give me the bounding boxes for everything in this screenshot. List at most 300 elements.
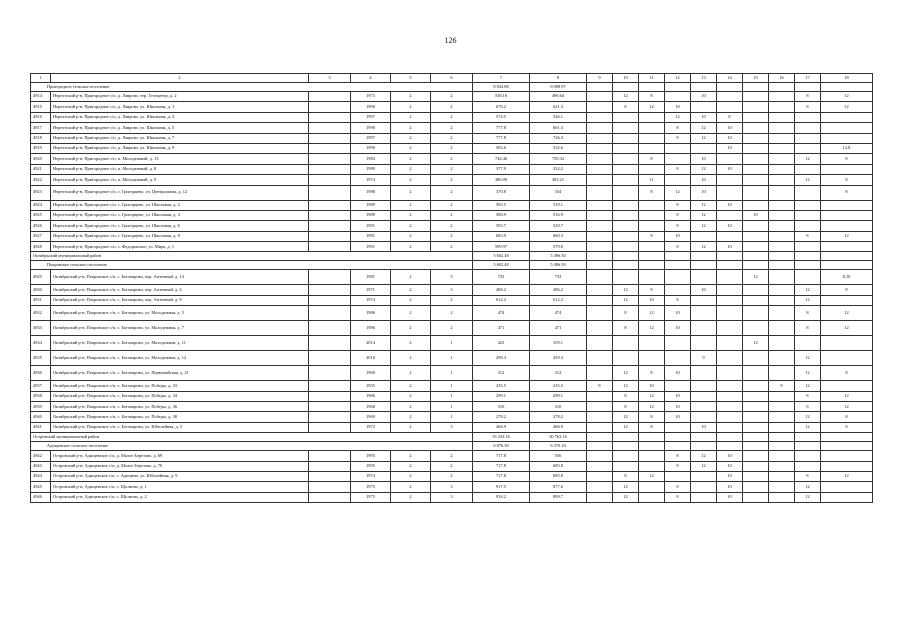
table-row (31, 306, 873, 321)
work-cell-14 (717, 210, 743, 220)
column-number: 10 (613, 74, 639, 83)
year-cell: 1995 (351, 451, 391, 461)
work-cell-11: 8 (639, 422, 665, 432)
work-cell-9 (587, 285, 613, 295)
work-cell-15 (743, 154, 769, 164)
work-cell-9 (587, 175, 613, 185)
empty-cell (309, 123, 351, 133)
row-number-cell: 4933 (31, 321, 51, 336)
work-cell-18: 8,10 (821, 270, 873, 285)
work-cell-17 (795, 123, 821, 133)
empty-cell (717, 442, 743, 451)
year-cell: 1990 (351, 143, 391, 153)
address-cell: Октябрьский р-н, Покровское с/п, с. Боговарово, ул. Молодежная, д. 7 (51, 321, 309, 336)
work-cell-11 (639, 482, 665, 492)
living-area-cell: 579.8 (530, 242, 587, 252)
empty-cell (309, 185, 351, 200)
work-cell-16 (769, 231, 795, 241)
table-row (31, 336, 873, 351)
total-area-cell: 612.2 (473, 295, 530, 305)
work-cell-14 (717, 285, 743, 295)
living-area-cell: 299.1 (530, 391, 587, 401)
address-cell: Октябрьский р-н, Покровское с/п, с. Боговарово, ул. Первомайская, д. 21 (51, 366, 309, 381)
work-cell-14: 10 (717, 451, 743, 461)
row-number-cell: 4938 (31, 391, 51, 401)
year-cell: 1988 (351, 185, 391, 200)
work-cell-15 (743, 366, 769, 381)
work-cell-12: 10 (665, 412, 691, 422)
work-cell-11 (639, 351, 665, 366)
section-label: Октябрьский муниципальный район (31, 252, 473, 261)
work-cell-9 (587, 200, 613, 210)
table-row (31, 242, 873, 252)
work-cell-10 (613, 112, 639, 122)
row-number-cell: 4926 (31, 221, 51, 231)
table-row (31, 143, 873, 153)
table-row (31, 412, 873, 422)
work-cell-18 (821, 461, 873, 471)
empty-cell (691, 261, 717, 270)
work-cell-13 (691, 366, 717, 381)
work-cell-16 (769, 270, 795, 285)
work-cell-13: 12 (691, 200, 717, 210)
work-cell-13 (691, 231, 717, 241)
work-cell-11: 8 (639, 154, 665, 164)
table-row (31, 492, 873, 502)
work-cell-10: 8 (613, 391, 639, 401)
row-number-cell: 4931 (31, 295, 51, 305)
row-number-cell: 4916 (31, 112, 51, 122)
work-cell-10: 12 (613, 295, 639, 305)
living-area-cell: 383.21 (530, 175, 587, 185)
work-cell-17 (795, 133, 821, 143)
row-number-cell: 4944 (31, 471, 51, 481)
work-cell-16 (769, 482, 795, 492)
work-cell-18: 12 (821, 471, 873, 481)
work-cell-14 (717, 422, 743, 432)
empty-cell (665, 442, 691, 451)
work-cell-17 (795, 461, 821, 471)
empty-cell (795, 442, 821, 451)
work-cell-16 (769, 306, 795, 321)
work-cell-17: 12 (795, 351, 821, 366)
floors-cell: 2 (391, 133, 431, 143)
total-area-cell: 717.8 (473, 451, 530, 461)
floors-cell: 2 (391, 306, 431, 321)
column-number: 15 (743, 74, 769, 83)
column-number: 1 (31, 74, 51, 83)
address-cell: Октябрьский р-н, Покровское с/п, с. Боговарово, пер. Аптечный, д. 9 (51, 295, 309, 305)
work-cell-12: 10 (665, 306, 691, 321)
empty-cell (309, 422, 351, 432)
floors-cell: 2 (391, 164, 431, 174)
work-cell-14: 8 (717, 112, 743, 122)
total-area-cell: 312 (473, 366, 530, 381)
column-number: 7 (473, 74, 530, 83)
work-cell-16 (769, 164, 795, 174)
work-cell-13: 12 (691, 164, 717, 174)
work-cell-10 (613, 143, 639, 153)
empty-cell (309, 154, 351, 164)
total-area-cell: 310 (473, 402, 530, 412)
work-cell-14: 10 (717, 164, 743, 174)
work-cell-11: 12 (639, 391, 665, 401)
work-cell-9: 8 (587, 381, 613, 391)
work-cell-17 (795, 112, 821, 122)
empty-cell (309, 231, 351, 241)
work-cell-17 (795, 270, 821, 285)
row-number-cell: 4942 (31, 451, 51, 461)
table-row (31, 482, 873, 492)
row-number-cell: 4924 (31, 200, 51, 210)
work-cell-12: 10 (665, 391, 691, 401)
column-number: 6 (431, 74, 473, 83)
living-area-cell: 899.7 (530, 492, 587, 502)
empty-cell (309, 92, 351, 102)
work-cell-16 (769, 492, 795, 502)
floors-cell: 2 (391, 123, 431, 133)
living-area-cell: 5 496.50 (530, 261, 587, 270)
work-cell-12: 8 (665, 164, 691, 174)
work-cell-18: 12 (821, 391, 873, 401)
empty-cell (821, 442, 873, 451)
empty-cell (717, 261, 743, 270)
work-cell-18: 12 (821, 402, 873, 412)
work-cell-16 (769, 123, 795, 133)
table-row (31, 402, 873, 412)
total-area-cell: 6 876.30 (473, 442, 530, 451)
work-cell-11 (639, 200, 665, 210)
work-cell-15 (743, 295, 769, 305)
empty-cell (613, 83, 639, 92)
work-cell-16 (769, 175, 795, 185)
work-cell-13: 12 (691, 221, 717, 231)
work-cell-16 (769, 391, 795, 401)
row-number-cell: 4940 (31, 412, 51, 422)
work-cell-10: 12 (613, 285, 639, 295)
work-cell-13: 12 (691, 461, 717, 471)
work-cell-13 (691, 295, 717, 305)
work-cell-16 (769, 412, 795, 422)
living-area-cell: 471 (530, 321, 587, 336)
address-cell: Островский р-н, Адищевское с/п, с. Щолково, д. 2 (51, 492, 309, 502)
total-area-cell: 278.2 (473, 412, 530, 422)
total-area-cell: 377.9 (473, 164, 530, 174)
work-cell-14 (717, 412, 743, 422)
work-cell-18: 8 (821, 185, 873, 200)
floors-cell: 2 (391, 175, 431, 185)
empty-cell (665, 83, 691, 92)
empty-cell (309, 412, 351, 422)
work-cell-10 (613, 270, 639, 285)
work-cell-10: 12 (613, 381, 639, 391)
work-cell-14: 10 (717, 242, 743, 252)
address-cell: Нерехтский р-н, Пригородное с/п, д. Лаврово, ул. Школьная, д. 3 (51, 112, 309, 122)
floors-cell: 2 (391, 461, 431, 471)
living-area-cell: 739.32 (530, 154, 587, 164)
work-cell-12: 8 (665, 200, 691, 210)
year-cell: 1968 (351, 402, 391, 412)
work-cell-16 (769, 336, 795, 351)
empty-cell (309, 175, 351, 185)
floors-cell: 2 (391, 221, 431, 231)
work-cell-13 (691, 143, 717, 153)
work-cell-9 (587, 242, 613, 252)
living-area-cell: 459.3 (530, 351, 587, 366)
work-cell-17: 8 (795, 402, 821, 412)
work-cell-16 (769, 461, 795, 471)
empty-cell (639, 433, 665, 442)
work-cell-13: 10 (691, 154, 717, 164)
work-cell-14 (717, 102, 743, 112)
year-cell: 1991 (351, 242, 391, 252)
total-area-cell: 466.9 (473, 422, 530, 432)
row-number-cell: 4936 (31, 366, 51, 381)
work-cell-18 (821, 221, 873, 231)
row-number-cell: 4935 (31, 351, 51, 366)
entrances-cell: 2 (431, 92, 473, 102)
work-cell-12: 10 (665, 366, 691, 381)
work-cell-18: 12 (821, 102, 873, 112)
table-row (31, 92, 873, 102)
empty-cell (309, 321, 351, 336)
table-row (31, 175, 873, 185)
work-cell-17 (795, 336, 821, 351)
work-cell-11: 8 (639, 285, 665, 295)
total-area-cell: 580.9 (473, 210, 530, 220)
floors-cell: 2 (391, 102, 431, 112)
work-cell-15: 12 (743, 336, 769, 351)
living-area-cell: 312 (530, 366, 587, 381)
table-row (31, 321, 873, 336)
entrances-cell: 1 (431, 391, 473, 401)
work-cell-12 (665, 381, 691, 391)
district-row (31, 252, 873, 261)
work-cell-10 (613, 336, 639, 351)
empty-cell (821, 83, 873, 92)
work-cell-9 (587, 306, 613, 321)
work-cell-13: 10 (691, 175, 717, 185)
empty-cell (309, 285, 351, 295)
work-cell-17 (795, 210, 821, 220)
work-cell-18: 8 (821, 175, 873, 185)
floors-cell: 2 (391, 492, 431, 502)
column-number: 5 (391, 74, 431, 83)
year-cell: 1971 (351, 285, 391, 295)
year-cell: 1990 (351, 123, 391, 133)
work-cell-18: 8 (821, 154, 873, 164)
work-cell-17 (795, 451, 821, 461)
floors-cell: 2 (391, 295, 431, 305)
work-cell-17: 12 (795, 412, 821, 422)
work-cell-17: 12 (795, 295, 821, 305)
work-cell-12 (665, 270, 691, 285)
living-area-cell: 30 763.16 (530, 433, 587, 442)
column-number-row (31, 74, 873, 83)
empty-cell (795, 83, 821, 92)
floors-cell: 2 (391, 351, 431, 366)
work-cell-18 (821, 451, 873, 461)
floors-cell: 2 (391, 92, 431, 102)
work-cell-10: 12 (613, 366, 639, 381)
empty-cell (769, 83, 795, 92)
work-cell-14 (717, 231, 743, 241)
address-cell: Октябрьский р-н, Покровское с/п, с. Боговарово, пер. Аптечный, д. 4 (51, 285, 309, 295)
work-cell-18: 12,8 (821, 143, 873, 153)
address-cell: Нерехтский р-н, Пригородное с/п, д. Лаврово, ул. Школьная, д. 5 (51, 123, 309, 133)
work-cell-17: 12 (795, 175, 821, 185)
work-cell-15 (743, 175, 769, 185)
work-cell-14 (717, 336, 743, 351)
table-row (31, 164, 873, 174)
address-cell: Октябрьский р-н, Покровское с/п, с. Боговарово, ул. Победы, д. 38 (51, 412, 309, 422)
column-number: 2 (51, 74, 309, 83)
work-cell-9 (587, 336, 613, 351)
work-cell-14: 10 (717, 482, 743, 492)
work-cell-15 (743, 164, 769, 174)
work-cell-14: 10 (717, 461, 743, 471)
total-area-cell: 235.5 (473, 381, 530, 391)
table-row (31, 200, 873, 210)
work-cell-9 (587, 92, 613, 102)
work-cell-12 (665, 175, 691, 185)
work-cell-11: 8 (639, 231, 665, 241)
column-number: 17 (795, 74, 821, 83)
column-number: 14 (717, 74, 743, 83)
work-cell-13 (691, 492, 717, 502)
row-number-cell: 4929 (31, 270, 51, 285)
row-number-cell: 4922 (31, 175, 51, 185)
total-area-cell: 583.5 (473, 200, 530, 210)
work-cell-13: 12 (691, 210, 717, 220)
empty-cell (309, 482, 351, 492)
work-cell-17: 8 (795, 102, 821, 112)
work-cell-13 (691, 402, 717, 412)
total-area-cell: 33 333.16 (473, 433, 530, 442)
empty-cell (639, 261, 665, 270)
work-cell-14: 10 (717, 221, 743, 231)
table-row (31, 185, 873, 200)
address-cell: Октябрьский р-н, Покровское с/п, с. Боговарово, ул. Молодежная, д. 11 (51, 336, 309, 351)
empty-cell (309, 143, 351, 153)
year-cell: 1955 (351, 381, 391, 391)
living-area-cell: 474 (530, 306, 587, 321)
work-cell-15 (743, 482, 769, 492)
entrances-cell: 2 (431, 295, 473, 305)
work-cell-15 (743, 123, 769, 133)
work-cell-11 (639, 221, 665, 231)
work-cell-10 (613, 123, 639, 133)
work-cell-9 (587, 351, 613, 366)
work-cell-10 (613, 175, 639, 185)
work-cell-11: 8 (639, 92, 665, 102)
work-cell-11 (639, 451, 665, 461)
settlement-row (31, 83, 873, 92)
empty-cell (665, 433, 691, 442)
column-number: 4 (351, 74, 391, 83)
work-cell-17 (795, 221, 821, 231)
work-cell-9 (587, 270, 613, 285)
work-cell-17: 8 (795, 471, 821, 481)
year-cell: 1975 (351, 482, 391, 492)
work-cell-9 (587, 102, 613, 112)
work-cell-10: 12 (613, 422, 639, 432)
work-cell-17: 8 (795, 391, 821, 401)
year-cell: 1997 (351, 112, 391, 122)
column-number: 3 (309, 74, 351, 83)
work-cell-10 (613, 210, 639, 220)
address-cell: Октябрьский р-н, Покровское с/п, с. Боговарово, пер. Аптечный, д. 14 (51, 270, 309, 285)
empty-cell (665, 252, 691, 261)
living-area-cell: 466.9 (530, 422, 587, 432)
work-cell-13: 12 (691, 242, 717, 252)
work-cell-13: 9 (691, 351, 717, 366)
empty-cell (587, 252, 613, 261)
column-number: 18 (821, 74, 873, 83)
year-cell: 1974 (351, 175, 391, 185)
empty-cell (587, 83, 613, 92)
empty-cell (309, 221, 351, 231)
work-cell-13 (691, 270, 717, 285)
work-cell-15 (743, 422, 769, 432)
work-cell-14 (717, 92, 743, 102)
address-cell: Нерехтский р-н, Пригородное с/п, п. Молодежный, д. 8 (51, 164, 309, 174)
empty-cell (821, 261, 873, 270)
empty-cell (769, 442, 795, 451)
entrances-cell: 1 (431, 351, 473, 366)
floors-cell: 2 (391, 482, 431, 492)
work-cell-10 (613, 154, 639, 164)
column-number: 8 (530, 74, 587, 83)
work-cell-14 (717, 270, 743, 285)
work-cell-10: 8 (613, 306, 639, 321)
entrances-cell: 2 (431, 185, 473, 200)
year-cell: 1972 (351, 422, 391, 432)
entrances-cell: 2 (431, 321, 473, 336)
work-cell-9 (587, 321, 613, 336)
work-cell-13 (691, 306, 717, 321)
address-cell: Нерехтский р-н, Пригородное с/п, с. Григорцево, ул. Школьная, д. 2 (51, 200, 309, 210)
year-cell: 1966 (351, 391, 391, 401)
empty-cell (587, 442, 613, 451)
row-number-cell: 4927 (31, 231, 51, 241)
work-cell-11 (639, 461, 665, 471)
table-row (31, 210, 873, 220)
entrances-cell: 2 (431, 471, 473, 481)
column-number: 9 (587, 74, 613, 83)
work-cell-10 (613, 164, 639, 174)
empty-cell (309, 306, 351, 321)
work-cell-12: 10 (665, 402, 691, 412)
empty-cell (743, 442, 769, 451)
work-cell-15 (743, 321, 769, 336)
work-cell-15 (743, 102, 769, 112)
total-area-cell: 5 602.48 (473, 261, 530, 270)
work-cell-15 (743, 391, 769, 401)
work-cell-17: 12 (795, 482, 821, 492)
empty-cell (613, 442, 639, 451)
work-cell-11 (639, 492, 665, 502)
work-cell-12 (665, 336, 691, 351)
row-number-cell: 4914 (31, 92, 51, 102)
work-cell-18 (821, 336, 873, 351)
year-cell: 1974 (351, 295, 391, 305)
row-number-cell: 4923 (31, 185, 51, 200)
year-cell: 1973 (351, 92, 391, 102)
work-cell-17: 12 (795, 366, 821, 381)
work-cell-9 (587, 231, 613, 241)
column-number: 11 (639, 74, 665, 83)
